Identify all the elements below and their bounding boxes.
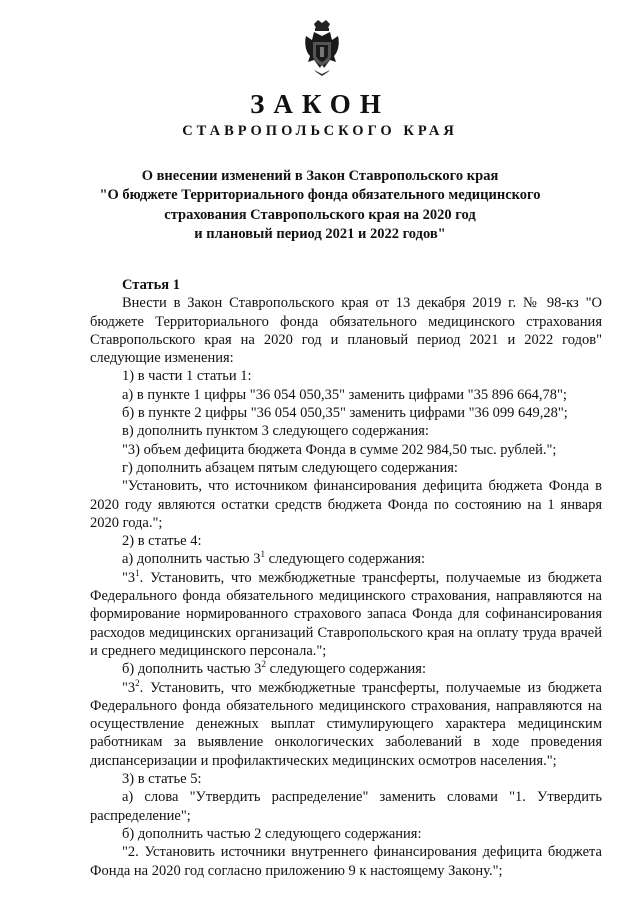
superscript: 1: [135, 567, 140, 578]
superscript: 2: [135, 677, 140, 688]
law-title: ЗАКОН: [250, 89, 390, 119]
text-fragment: б) дополнить частью 3: [122, 661, 262, 678]
paragraph: "Установить, что источником финансирования дефицита бюджета Фонда в 2020 году являются остатки средств бюджета Фонда по состоянию на 1 января 2020 года.";: [90, 478, 602, 531]
paragraph: [90, 660, 602, 678]
paragraph: Внести в Закон Ставропольского края от 13 декабря 2019 г. № 98-кз "О бюджете Территориального фонда обязательного медицинского страхования Ставропольского края на 2020 год и плановый период 2021 и 2022 годов" следующие изменения:: [90, 295, 602, 367]
paragraph: 2) в статье 4:: [122, 533, 202, 550]
paragraph: "2. Установить источники внутреннего финансирования дефицита бюджета Фонда на 2020 год согласно приложению 9 к настоящему Закону.";: [90, 844, 602, 879]
text-fragment: "3: [122, 679, 136, 696]
paragraph: г) дополнить абзацем пятым следующего содержания:: [122, 459, 458, 476]
document-heading: [90, 167, 550, 244]
superscript: 2: [261, 659, 266, 670]
text-fragment: "3: [122, 569, 136, 586]
coat-of-arms-icon: [300, 18, 344, 80]
heading-line: "О бюджете Территориального фонда обязательного медицинского: [99, 187, 541, 204]
superscript: 1: [260, 549, 265, 560]
text-fragment: следующего содержания:: [265, 551, 426, 568]
paragraph: [90, 679, 602, 770]
paragraph: б) в пункте 2 цифры "36 054 050,35" заменить цифрами "36 099 649,28";: [122, 405, 568, 422]
paragraph: а) слова "Утвердить распределение" заменить словами "1. Утвердить распределение";: [90, 789, 602, 824]
text-fragment: а) дополнить частью 3: [122, 551, 261, 568]
paragraph: [90, 569, 602, 660]
heading-line: О внесении изменений в Закон Ставропольского края: [141, 168, 499, 184]
paragraph: [90, 550, 602, 568]
heading-line: и плановый период 2021 и 2022 годов": [194, 225, 446, 242]
article-title: Статья 1: [122, 277, 180, 293]
text-fragment: . Установить, что межбюджетные трансферты, получаемые из бюджета Федерального фонда обязательного медицинского страхования, направляются на осуществление денежных выплат стимулирующего характера медицинским работникам за выявление онкологических заболеваний в ходе проведения диспансеризации и профилактических медицинских осмотров населения.";: [90, 679, 602, 769]
paragraph: 3) в статье 5:: [122, 771, 202, 788]
text-fragment: . Установить, что межбюджетные трансферты, получаемые из бюджета Федерального фонда обязательного медицинского страхования, направляются на формирование нормированного страхового запаса Фонда для софинансирования расходов медицинских организаций Ставропольского края на оплату труда врачей и среднего медицинского персонала.";: [90, 569, 602, 659]
document-body: [90, 276, 602, 880]
paragraph: в) дополнить пунктом 3 следующего содержания:: [122, 423, 429, 440]
heading-line: страхования Ставропольского края на 2020 год: [164, 206, 476, 223]
law-subtitle: СТАВРОПОЛЬСКОГО КРАЯ: [182, 123, 458, 139]
paragraph: "3) объем дефицита бюджета Фонда в сумме 202 984,50 тыс. рублей.";: [122, 441, 557, 458]
paragraph: а) в пункте 1 цифры "36 054 050,35" заменить цифрами "35 896 664,78";: [122, 386, 567, 403]
text-fragment: следующего содержания:: [265, 661, 427, 678]
paragraph: б) дополнить частью 2 следующего содержания:: [122, 825, 422, 842]
paragraph: 1) в части 1 статьи 1:: [122, 368, 252, 385]
